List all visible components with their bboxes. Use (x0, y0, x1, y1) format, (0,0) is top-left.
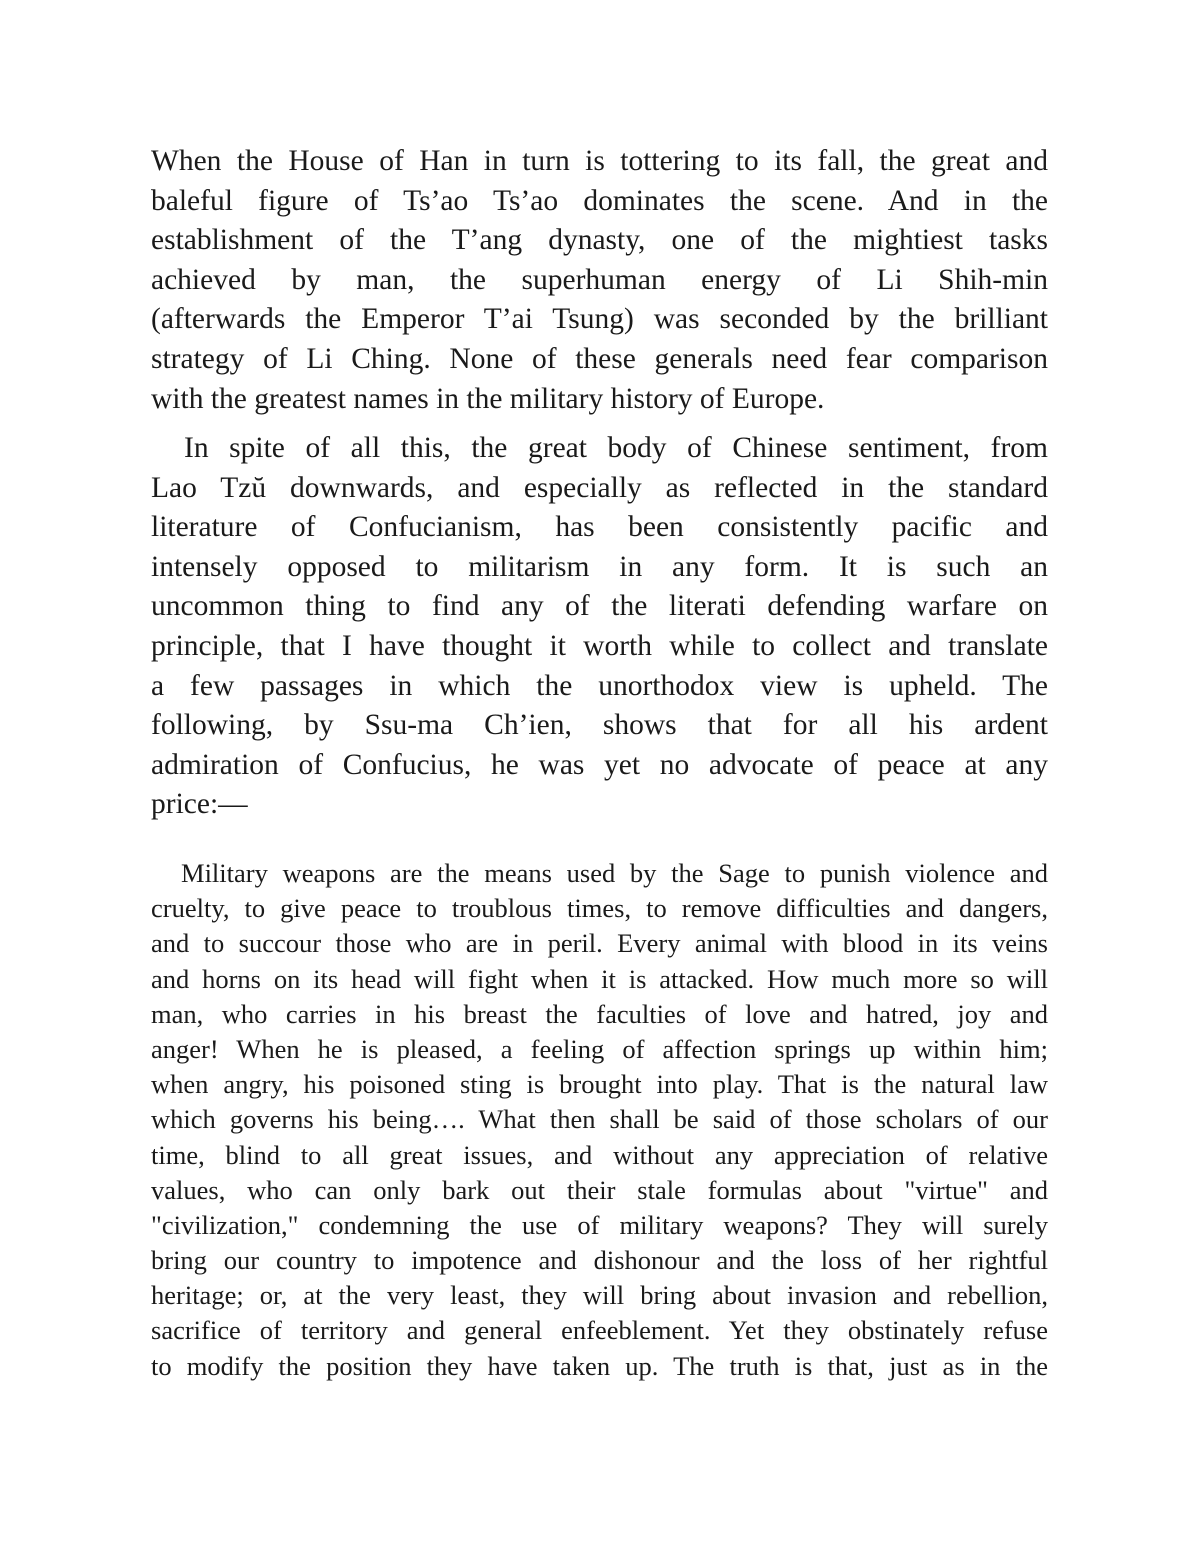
quote-line: and horns on its head will fight when it is attacked. How much more so will (151, 963, 1048, 994)
quote-line: time, blind to all great issues, and without any appreciation of relative (151, 1139, 1048, 1170)
quote-line: which governs his being…. What then shall be said of those scholars of our (151, 1104, 1048, 1135)
text-line: (afterwards the Emperor T’ai Tsung) was seconded by the brilliant (151, 303, 1048, 336)
quote-line: sacrifice of territory and general enfeeblement. Yet they obstinately refuse (151, 1315, 1048, 1346)
text-line: principle, that I have thought it worth while to collect and translate (151, 629, 1048, 662)
text-line: When the House of Han in turn is tottering to its fall, the great and (151, 145, 1048, 177)
text-line: price:— (151, 788, 248, 821)
quote-line: Military weapons are the means used by the Sage to punish violence and (181, 858, 1048, 888)
body-paragraph-2 (151, 429, 1048, 825)
quote-line: to modify the position they have taken up. The truth is that, just as in the (151, 1350, 1048, 1381)
quote-line: values, who can only bark out their stale formulas about "virtue" and (151, 1174, 1048, 1205)
quote-line: and to succour those who are in peril. Every animal with blood in its veins (151, 928, 1048, 959)
quote-line: anger! When he is pleased, a feeling of affection springs up within him; (151, 1033, 1048, 1064)
quote-line: man, who carries in his breast the faculties of love and hatred, joy and (151, 998, 1048, 1029)
text-line: admiration of Confucius, he was yet no advocate of peace at any (151, 748, 1048, 781)
text-line: a few passages in which the unorthodox view is upheld. The (151, 669, 1048, 702)
text-line: strategy of Li Ching. None of these generals need fear comparison (151, 342, 1048, 375)
text-line: uncommon thing to find any of the literati defending warfare on (151, 590, 1048, 623)
block-quote (151, 856, 1048, 1384)
text-line: establishment of the T’ang dynasty, one of the mightiest tasks (151, 224, 1048, 257)
text-line: following, by Ssu-ma Ch’ien, shows that for all his ardent (151, 709, 1048, 742)
text-line: with the greatest names in the military history of Europe. (151, 382, 825, 415)
text-line: achieved by man, the superhuman energy of Li Shih-min (151, 263, 1048, 296)
quote-line: cruelty, to give peace to troublous times, to remove difficulties and dangers, (151, 893, 1048, 924)
quote-line: bring our country to impotence and dishonour and the loss of her rightful (151, 1245, 1048, 1276)
text-line: intensely opposed to militarism in any form. It is such an (151, 550, 1048, 583)
text-line: literature of Confucianism, has been consistently pacific and (151, 511, 1048, 544)
quote-line: heritage; or, at the very least, they will bring about invasion and rebellion, (151, 1280, 1048, 1311)
quote-line: when angry, his poisoned sting is brought into play. That is the natural law (151, 1069, 1048, 1100)
text-line: Lao Tzŭ downwards, and especially as reflected in the standard (151, 471, 1048, 504)
body-paragraph-1 (151, 142, 1048, 419)
text-line: baleful figure of Ts’ao Ts’ao dominates the scene. And in the (151, 184, 1048, 217)
text-line: In spite of all this, the great body of Chinese sentiment, from (184, 432, 1048, 464)
quote-line: "civilization," condemning the use of military weapons? They will surely (151, 1209, 1048, 1240)
